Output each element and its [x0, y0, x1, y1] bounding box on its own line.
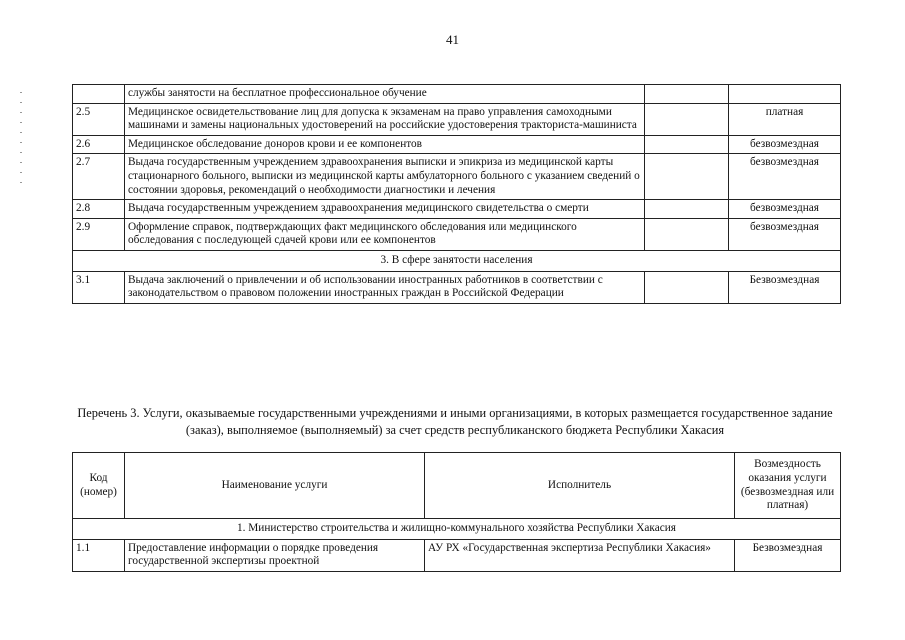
- header-code: Код (номер): [73, 453, 125, 519]
- cell-code: 2.6: [73, 135, 125, 154]
- cell-payment: безвозмездная: [729, 154, 841, 200]
- table-header-row: [73, 453, 841, 519]
- cell-code: 3.1: [73, 271, 125, 303]
- cell-service-name: Медицинское обследование доноров крови и ее компонентов: [125, 135, 645, 154]
- header-executor: Исполнитель: [425, 453, 735, 519]
- section-row: [73, 519, 841, 540]
- cell-code: 2.9: [73, 218, 125, 250]
- services-table-list-3: [72, 452, 841, 572]
- cell-service-name: Оформление справок, подтверждающих факт медицинского обследования или медицинского обследования с последующей сдачей крови или ее компонентов: [125, 218, 645, 250]
- margin-scan-marks: [20, 92, 22, 202]
- cell-code: 1.1: [73, 539, 125, 571]
- section-row: [73, 250, 841, 271]
- cell-code: 2.5: [73, 103, 125, 135]
- cell-payment: безвозмездная: [729, 218, 841, 250]
- section-title: 1. Министерство строительства и жилищно-коммунального хозяйства Республики Хакасия: [73, 519, 841, 540]
- cell-code: 2.8: [73, 200, 125, 219]
- cell-executor: [645, 85, 729, 104]
- header-service-name: Наименование услуги: [125, 453, 425, 519]
- cell-code: [73, 85, 125, 104]
- section-title: 3. В сфере занятости населения: [73, 250, 841, 271]
- cell-executor: [645, 154, 729, 200]
- cell-payment: платная: [729, 103, 841, 135]
- cell-executor: [645, 200, 729, 219]
- cell-payment: безвозмездная: [729, 200, 841, 219]
- table-row: [73, 135, 841, 154]
- cell-service-name: Выдача государственным учреждением здравоохранения выписки и эпикриза из медицинской карты стационарного больного, выписки из медицинской карты амбулаторного больного с указанием сведений о состоянии здоровья, рекомендаций о необходимости диагностики и лечения: [125, 154, 645, 200]
- services-table-continued: [72, 84, 841, 304]
- cell-service-name: Выдача государственным учреждением здравоохранения медицинского свидетельства о смерти: [125, 200, 645, 219]
- cell-executor: [645, 271, 729, 303]
- cell-payment: Безвозмездная: [735, 539, 841, 571]
- cell-executor: [645, 218, 729, 250]
- table-row: [73, 85, 841, 104]
- cell-payment: безвозмездная: [729, 135, 841, 154]
- page-number: 41: [446, 32, 459, 47]
- cell-service-name: Медицинское освидетельствование лиц для допуска к экзаменам на право управления самоходными машинами и замены национальных удостоверений на российские удостоверения тракториста-машиниста: [125, 103, 645, 135]
- table-row: [73, 218, 841, 250]
- cell-code: 2.7: [73, 154, 125, 200]
- cell-payment: [729, 85, 841, 104]
- header-payment: Возмездность оказания услуги (безвозмездная или платная): [735, 453, 841, 519]
- cell-executor: [645, 103, 729, 135]
- cell-service-name: Предоставление информации о порядке проведения государственной экспертизы проектной: [125, 539, 425, 571]
- table-row: [73, 271, 841, 303]
- table-row: [73, 103, 841, 135]
- cell-executor: [645, 135, 729, 154]
- cell-service-name: Выдача заключений о привлечении и об использовании иностранных работников в соответствии с законодательством о правовом положении иностранных граждан в Российской Федерации: [125, 271, 645, 303]
- table-row: [73, 200, 841, 219]
- cell-payment: Безвозмездная: [729, 271, 841, 303]
- list-3-heading: Перечень 3. Услуги, оказываемые государственными учреждениями и иными организациями, в которых размещается государственное задание (заказ), выполняемое (выполняемый) за счет средств республиканского бюджета Республики Хакасия: [77, 406, 833, 437]
- table-row: [73, 154, 841, 200]
- cell-service-name: службы занятости на бесплатное профессиональное обучение: [125, 85, 645, 104]
- table-row: [73, 539, 841, 571]
- cell-executor: АУ РХ «Государственная экспертиза Республики Хакасия»: [425, 539, 735, 571]
